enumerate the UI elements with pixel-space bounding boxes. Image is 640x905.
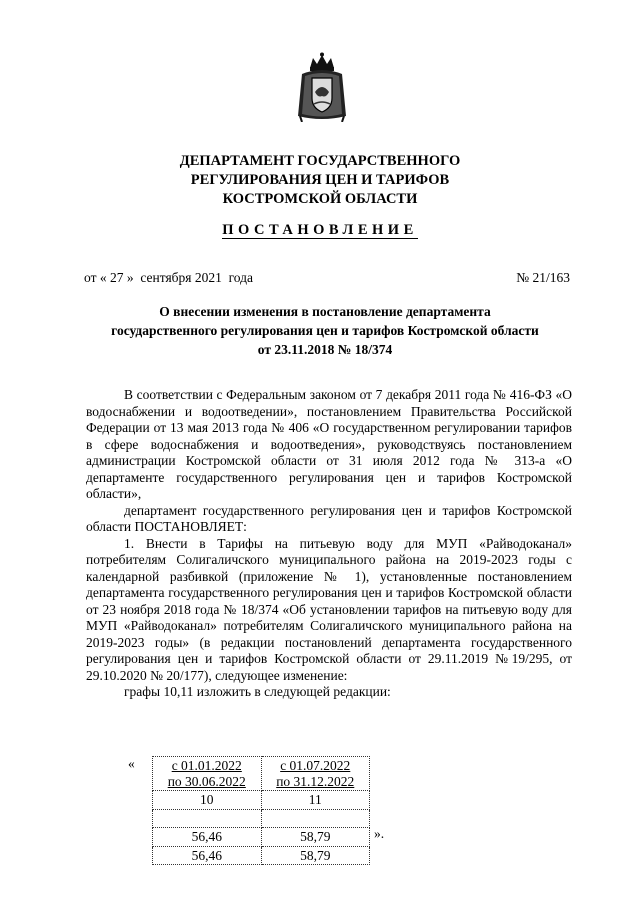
- table-header-row: [153, 757, 370, 791]
- organization-name: [0, 152, 640, 209]
- subject-line-2: государственного регулирования цен и тарифов Костромской области: [111, 323, 539, 338]
- tariff-table: [152, 756, 370, 865]
- col-11-header: [261, 757, 370, 791]
- document-type-label: ПОСТАНОВЛЕНИЕ: [222, 222, 418, 238]
- col-10-number: 10: [153, 791, 262, 810]
- subject-line-3: от 23.11.2018 № 18/374: [257, 342, 393, 357]
- table-cell: 58,79: [261, 846, 370, 865]
- table-row: [153, 791, 370, 810]
- table-open-quote: «: [128, 756, 135, 771]
- table-row: [153, 828, 370, 847]
- subject-line-1: О внесении изменения в постановление департамента: [159, 304, 491, 319]
- document-subject: [70, 302, 580, 359]
- org-line-1: ДЕПАРТАМЕНТ ГОСУДАРСТВЕННОГО: [179, 153, 461, 169]
- document-number: № 21/163: [516, 270, 570, 285]
- document-date: от « 27 » сентября 2021 года: [84, 270, 254, 285]
- table-row: [153, 809, 370, 828]
- body-paragraph-columns-note: графы 10,11 изложить в следующей редакции:: [124, 684, 391, 699]
- table-cell: 56,46: [153, 846, 262, 865]
- col-11-header-line-1: с 01.07.2022: [280, 758, 351, 773]
- table-cell: 58,79: [261, 828, 370, 847]
- document-body: [86, 387, 572, 701]
- body-paragraph-legal-basis: В соответствии с Федеральным законом от 7 декабря 2011 года № 416-ФЗ «О водоснабжении и водоотведении», постановлением Правительства Российской Федерации от 13 мая 2013 года № 406 «О государственном регулировании тарифов в сфере водоснабжения и водоотведения», руководствуясь постановлением администрации Костромской области от 31 июля 2012 года № 313-а «О департаменте государственного регулирования цен и тарифов Костромской области»,: [86, 387, 572, 501]
- org-line-3: КОСТРОМСКОЙ ОБЛАСТИ: [222, 191, 418, 207]
- col-10-header-line-2: по 30.06.2022: [167, 773, 246, 789]
- table-cell: 56,46: [153, 828, 262, 847]
- col-10-header: [153, 757, 262, 791]
- body-paragraph-resolves: департамент государственного регулирования цен и тарифов Костромской области ПОСТАНОВЛЯЕТ:: [86, 502, 572, 534]
- table-cell: [261, 809, 370, 828]
- table-cell: [153, 809, 262, 828]
- org-line-2: РЕГУЛИРОВАНИЯ ЦЕН И ТАРИФОВ: [190, 172, 450, 188]
- table-close-quote: ».: [374, 826, 385, 841]
- col-10-header-line-1: с 01.01.2022: [171, 758, 242, 773]
- col-11-number: 11: [261, 791, 370, 810]
- document-type-heading: [0, 222, 640, 239]
- coat-of-arms-icon: [296, 52, 348, 122]
- col-11-header-line-2: по 31.12.2022: [276, 773, 355, 789]
- body-paragraph-item-1: 1. Внести в Тарифы на питьевую воду для МУП «Райводоканал» потребителям Солигаличского муниципального района на 2019-2023 годы с календарной разбивкой (приложение № 1), установленные постановлением департамента государственного регулирования цен и тарифов Костромской области от 23 ноября 2018 года № 18/374 «Об установлении тарифов на питьевую воду для МУП «Райводоканал» потребителям Солигаличского муниципального района на 2019-2023 годы» (в редакции постановлений департамента государственного регулирования цен и тарифов Костромской области от 29.11.2019 №19/295, от 29.10.2020 № 20/177), следующее изменение:: [86, 535, 572, 683]
- table-row: [153, 846, 370, 865]
